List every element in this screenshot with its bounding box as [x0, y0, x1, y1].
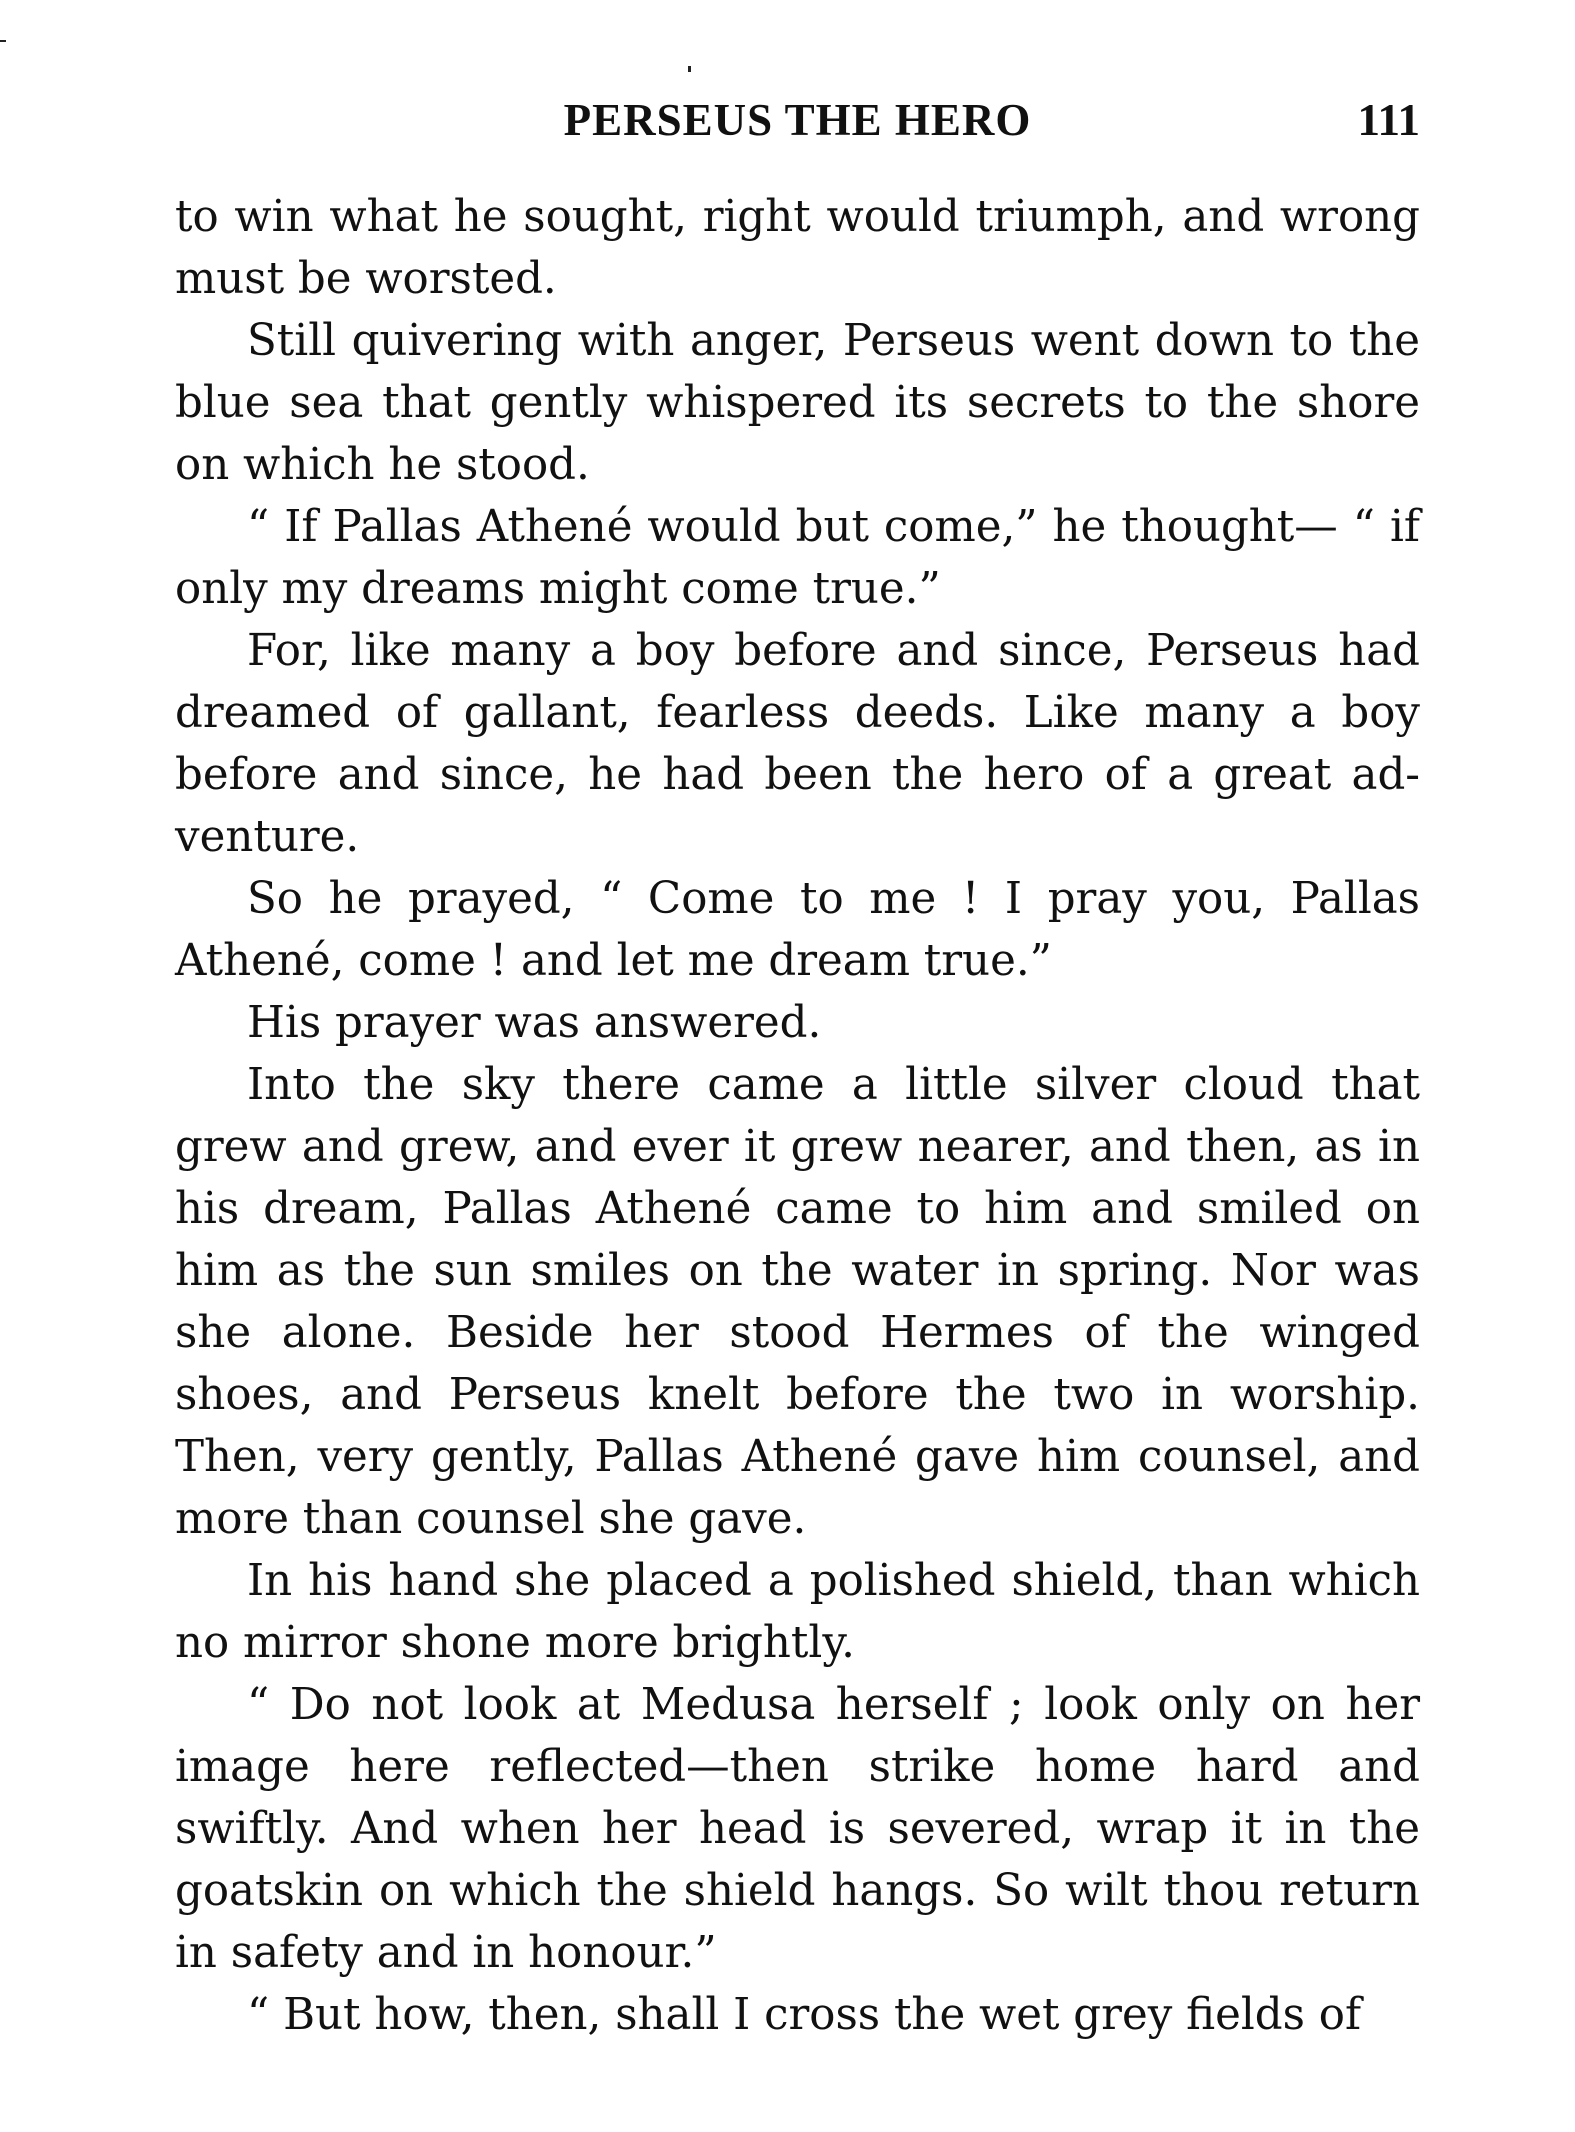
paragraph: “ But how, then, shall I cross the wet grey fields of — [247, 1990, 1362, 2040]
scan-edge-mark — [0, 40, 6, 42]
page-header — [175, 90, 1420, 150]
body-text — [175, 186, 1420, 2046]
paragraph: Still quivering with anger, Perseus went down to the blue sea that gently whispered its secrets to the shore on which he stood. — [175, 316, 1420, 490]
paragraph: to win what he sought, right would triumph, and wrong must be worsted. — [175, 192, 1420, 304]
paragraph: For, like many a boy before and since, Perseus had dreamed of gallant, fearless deeds. Like many a boy before and since, he had been the hero of a great adventure. — [175, 626, 1420, 862]
paragraph: So he prayed, “ Come to me ! I pray you, Pallas Athené, come ! and let me dream true.” — [175, 874, 1420, 986]
paragraph: “ Do not look at Medusa herself ; look only on her image here reflected—then strike home hard and swiftly. And when her head is severed, wrap it in the goatskin on which the shield hangs. So wilt thou return in safety and in honour.” — [175, 1680, 1420, 1978]
paragraph: Into the sky there came a little silver cloud that grew and grew, and ever it grew nearer, and then, as in his dream, Pallas Athené came to him and smiled on him as the sun smiles on the water in spring. Nor was she alone. Beside her stood Hermes of the winged shoes, and Perseus knelt before the two in worship. Then, very gently, Pallas Athené gave him counsel, and more than counsel she gave. — [175, 1060, 1420, 1544]
running-title: PERSEUS THE HERO — [563, 95, 1032, 145]
scan-speck — [688, 66, 691, 72]
page-number: 111 — [1357, 95, 1420, 145]
paragraph: In his hand she placed a polished shield, than which no mirror shone more brightly. — [175, 1556, 1420, 1668]
paragraph: His prayer was answered. — [247, 998, 822, 1048]
paragraph: “ If Pallas Athené would but come,” he thought— “ if only my dreams might come true.” — [175, 502, 1420, 614]
